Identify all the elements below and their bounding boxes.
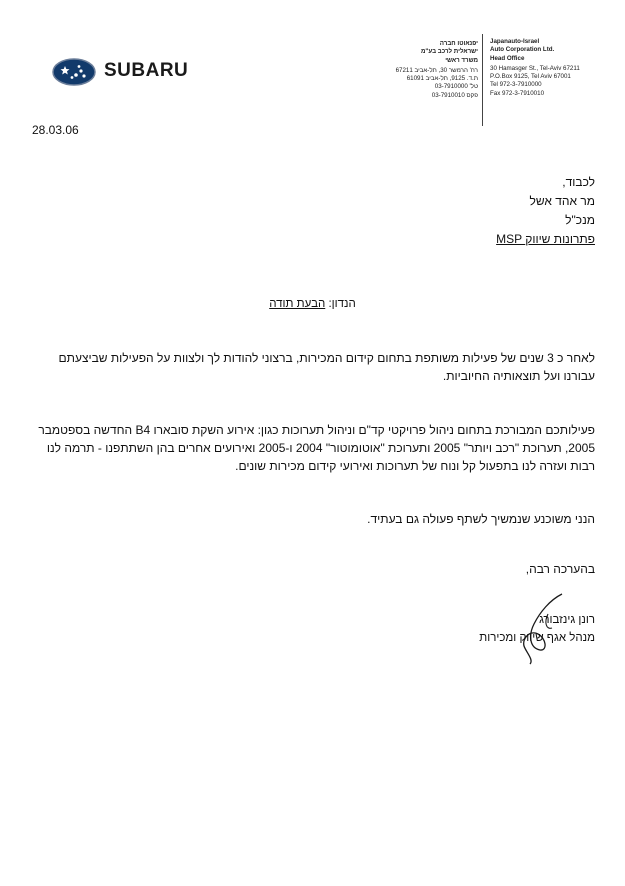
body-paragraph: פעילותכם המבורכת בתחום ניהול פרויקטי קד"ם וניהול תערוכות כגון: אירוע השקת סובארו B4 החדשה בספטמבר 2005, תערוכת "רכב ויותר" 2005 ותערוכת "אוטומוטור" 2004 ו-2005 ואירועים אחרים בהן השתתפנו - תרמה לנו רבות ועזרה לנו בתפעול קל ונוח של תערוכות ואירועי קידום מכירות שונים. — [38, 423, 595, 473]
header-line: רח' הרמשר 30, תל-אביב 67211 — [395, 66, 478, 74]
header-line: Fax 972-3-7910010 — [490, 89, 545, 97]
header-line: Japanauto-Israel — [490, 38, 540, 45]
header-line: ת.ד. 9125, תל-אביב 61091 — [406, 75, 478, 83]
body-paragraph: הנני משוכנע שנמשיך לשתף פעולה גם בעתיד. — [367, 512, 595, 526]
subject-line — [0, 298, 625, 310]
brand-wordmark: SUBARU — [104, 60, 189, 81]
recipient-name: מר אהד אשל — [529, 194, 595, 208]
header-divider — [482, 34, 483, 126]
header-line: Auto Corporation Ltd. — [490, 46, 555, 54]
header-line: Tel 972-3-7910000 — [490, 81, 542, 89]
header-line: טל' 03-7910000 — [434, 83, 478, 91]
recipient-title: מנכ"ל — [565, 213, 595, 227]
letter-date: 28.03.06 — [32, 123, 79, 137]
header-line: פקס 03-7910010 — [431, 91, 478, 99]
header-line: Head Office — [490, 54, 525, 62]
logo-oval — [53, 59, 95, 85]
hebrew-company-header — [396, 40, 478, 100]
header-line: ישראלית לרכב בע"מ — [420, 48, 478, 56]
signatory-title: מנהל אגף שיווק ומכירות — [479, 632, 595, 644]
header-line: משרד ראשי — [445, 56, 478, 64]
english-company-header — [490, 38, 580, 98]
header-line: P.O.Box 9125, Tel Aviv 67001 — [490, 73, 571, 81]
subject-text: הבעת תודה — [269, 298, 326, 310]
signatory-name: רונן גינזבורג — [539, 614, 595, 626]
handwritten-signature — [500, 590, 575, 665]
closing-phrase: בהערכה רבה, — [525, 562, 595, 576]
recipient-salutation: לכבוד, — [562, 175, 595, 189]
header-line: יפנאוטו חברה — [439, 40, 478, 47]
body-paragraph: לאחר כ 3 שנים של פעילות משותפת בתחום קידום המכירות, ברצוני להודות לך ולצוות על הפעילות שביצעתם עבורנו ועל תוצאותיה החיוביות. — [58, 351, 595, 383]
subject-label: הנדון: — [328, 298, 356, 310]
recipient-company: MSP פתרונות שיווק — [496, 232, 595, 246]
header-line: 30 Hamasger St., Tel-Aviv 67211 — [490, 64, 580, 72]
